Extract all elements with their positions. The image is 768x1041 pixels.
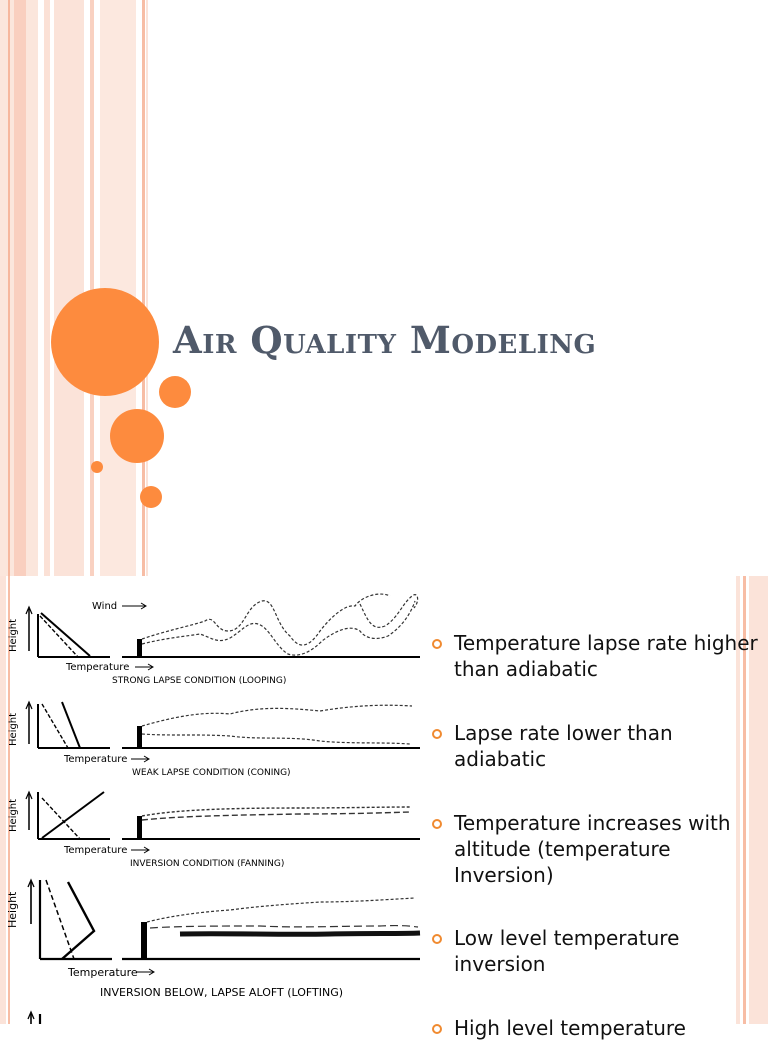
slide-title: Air Quality Modeling <box>173 318 597 362</box>
smoke-stack <box>137 816 142 839</box>
plume-panel-lofting <box>6 880 420 999</box>
panel-caption: WEAK LAPSE CONDITION (CONING) <box>132 768 291 778</box>
decorative-circle <box>159 376 191 408</box>
adiabatic-lapse-line <box>42 704 68 748</box>
decorative-circle-small <box>91 461 103 473</box>
decorative-stripe <box>8 0 10 576</box>
plume-outline <box>147 898 415 922</box>
adiabatic-lapse-line <box>40 616 78 657</box>
decorative-circle <box>110 409 164 463</box>
plume-outline <box>142 705 412 726</box>
bullet-ring-icon <box>432 819 442 829</box>
decorative-circle <box>140 486 162 508</box>
temperature-axis-label: Temperature <box>66 662 130 673</box>
temperature-axis-label: Temperature <box>64 845 128 856</box>
adiabatic-lapse-line <box>46 880 74 959</box>
smoke-stack <box>137 639 142 657</box>
plume-panel-looping <box>8 594 420 686</box>
bullet-fanning <box>430 810 766 888</box>
content-slide <box>0 576 768 1040</box>
panel-caption: INVERSION CONDITION (FANNING) <box>130 859 285 869</box>
decorative-stripe <box>90 0 94 576</box>
bullet-text: Temperature lapse rate higher than adiabatic <box>454 631 758 681</box>
height-axis-label: Height <box>8 618 19 652</box>
bullet-ring-icon <box>432 1024 442 1034</box>
bullet-lofting <box>430 925 766 977</box>
bullet-ring-icon <box>432 639 442 649</box>
bullet-text: Lapse rate lower than adiabatic <box>454 721 673 771</box>
decorative-stripe <box>14 0 26 576</box>
plume-panel-coning <box>8 702 420 778</box>
plume-outline <box>142 807 410 816</box>
bullet-ring-icon <box>432 729 442 739</box>
plume-diagram <box>0 576 430 1024</box>
temperature-axis-label: Temperature <box>68 966 138 979</box>
plume-outline <box>142 812 410 820</box>
environmental-lapse-line <box>62 882 94 959</box>
bullet-text: High level temperature <box>454 1016 686 1040</box>
wind-label: Wind <box>92 601 118 612</box>
panel-caption: INVERSION BELOW, LAPSE ALOFT (LOFTING) <box>100 986 344 999</box>
panel-caption: STRONG LAPSE CONDITION (LOOPING) <box>112 676 287 686</box>
decorative-circle-large <box>51 288 159 396</box>
bullet-text: Temperature increases with altitude (temperature Inversion) <box>454 811 731 887</box>
height-axis-label: Height <box>8 798 19 832</box>
bullet-text: Low level temperature inversion <box>454 926 680 976</box>
height-axis-label: Height <box>6 891 19 928</box>
plume-outline <box>150 926 418 928</box>
decorative-stripe <box>44 0 50 576</box>
smoke-stack <box>141 922 147 959</box>
bullet-looping <box>430 630 766 682</box>
height-axis-label: Height <box>8 712 19 746</box>
decorative-stripe <box>54 0 84 576</box>
plume-panel-partial <box>28 1012 40 1024</box>
temperature-axis-label: Temperature <box>64 754 128 765</box>
plume-outline <box>360 595 418 628</box>
plume-outline <box>142 601 415 655</box>
bullet-coning <box>430 720 766 772</box>
environmental-lapse-line <box>41 613 90 656</box>
plume-behavior-figure <box>0 576 430 1024</box>
plume-outline <box>142 734 410 744</box>
bullet-fumigation <box>430 1015 686 1041</box>
bullet-ring-icon <box>432 934 442 944</box>
plume-panel-fanning <box>8 792 420 869</box>
inversion-layer <box>180 933 420 934</box>
smoke-stack <box>137 726 142 748</box>
